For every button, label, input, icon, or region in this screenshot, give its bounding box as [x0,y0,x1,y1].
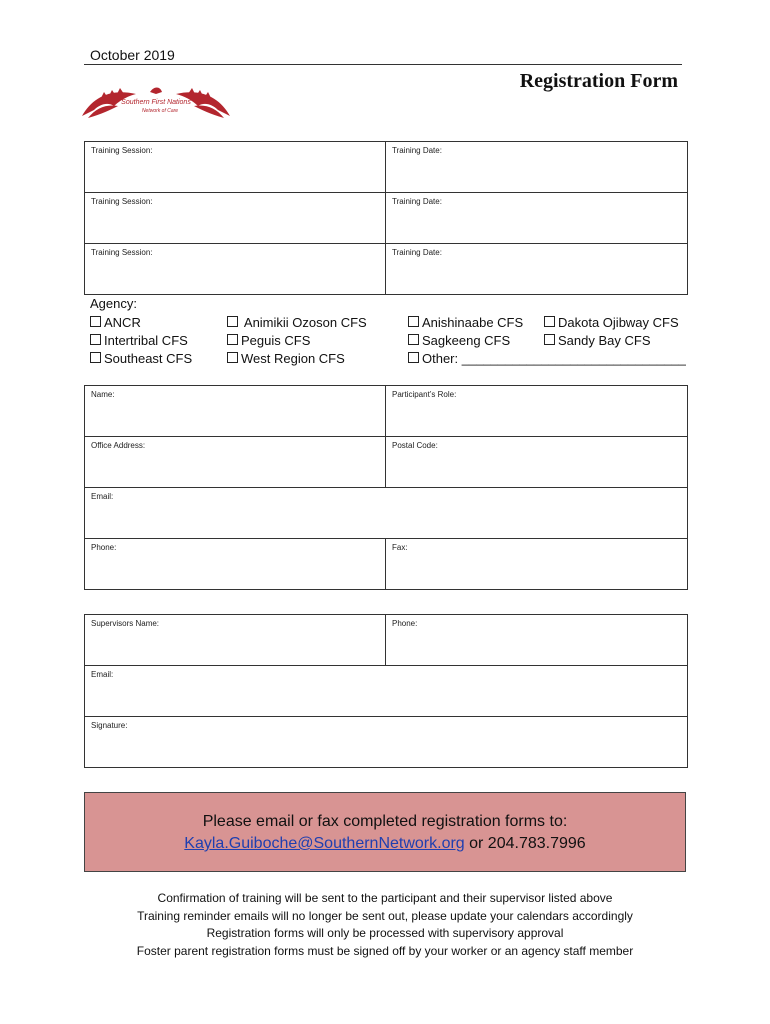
postal-code-field[interactable] [386,437,688,488]
agency-option-label: West Region CFS [241,351,345,366]
note-line: Registration forms will only be processed with supervisory approval [206,926,564,940]
agency-option-label: Dakota Ojibway CFS [558,315,679,330]
agency-option-label: Southeast CFS [104,351,193,366]
eagle-logo-icon [80,78,232,122]
agency-option-label: Sagkeeng CFS [422,333,511,348]
agency-option-label: Sandy Bay CFS [558,333,651,348]
agency-option-sandy-bay[interactable] [544,333,651,348]
checkbox-icon [90,334,101,345]
training-session-field-2[interactable] [85,193,386,244]
checkbox-icon [227,352,238,363]
agency-option-anishinaabe[interactable] [408,315,523,330]
training-date-field-2[interactable] [386,193,688,244]
agency-option-animikii[interactable] [227,315,367,330]
office-address-label: Office Address: [91,441,146,450]
banner-contact [85,835,685,853]
note-line: Foster parent registration forms must be signed off by your worker or an agency staff member [136,943,634,958]
participant-role-label: Participant’s Role: [392,390,457,399]
supervisor-phone-field[interactable] [386,615,688,666]
training-date-label: Training Date: [392,248,442,257]
participant-table [84,385,688,590]
phone-label: Phone: [91,543,117,552]
checkbox-icon [90,352,101,363]
training-session-label: Training Session: [91,197,153,206]
submission-banner [84,792,686,872]
logo-name: Southern First Nations [121,99,191,106]
banner-instructions: Please email or fax completed registration forms to: [202,813,568,830]
supervisor-phone-label: Phone: [392,619,418,628]
agency-option-label: Anishinaabe CFS [422,315,524,330]
signature-label: Signature: [91,721,128,730]
header-divider [84,64,682,65]
name-label: Name: [91,390,115,399]
signature-field[interactable] [85,717,688,768]
supervisor-email-field[interactable] [85,666,688,717]
agency-heading: Agency: [90,296,137,311]
checkbox-icon [408,316,419,327]
training-session-field-3[interactable] [85,244,386,295]
agency-option-west-region[interactable] [227,351,345,366]
participant-phone-field[interactable] [85,539,386,590]
fax-number: or 204.783.7996 [464,835,586,852]
contact-email-link[interactable]: Kayla.Guiboche@SouthernNetwork.org [184,835,465,852]
participant-email-field[interactable] [85,488,688,539]
agency-option-label: Intertribal CFS [104,333,188,348]
checkbox-icon [90,316,101,327]
office-address-field[interactable] [85,437,386,488]
training-date-label: Training Date: [392,146,442,155]
training-date-label: Training Date: [392,197,442,206]
agency-option-label: Other: _______________________________ [422,351,686,366]
form-date: October 2019 [90,47,175,63]
checkbox-icon [544,316,555,327]
agency-option-sagkeeng[interactable] [408,333,510,348]
checkbox-icon [227,334,238,345]
agency-option-other[interactable] [408,351,686,366]
training-session-label: Training Session: [91,146,153,155]
form-title: Registration Form [519,70,678,92]
email-label: Email: [91,492,114,501]
training-table [84,141,688,295]
agency-option-intertribal[interactable] [90,333,188,348]
training-session-field-1[interactable] [85,142,386,193]
agency-option-peguis[interactable] [227,333,310,348]
agency-option-label: Peguis CFS [241,333,311,348]
agency-option-southeast[interactable] [90,351,192,366]
agency-option-ancr[interactable] [90,315,141,330]
postal-code-label: Postal Code: [392,441,438,450]
name-field[interactable] [85,386,386,437]
supervisor-email-label: Email: [91,670,114,679]
checkbox-icon [408,334,419,345]
checkbox-icon [544,334,555,345]
training-date-field-3[interactable] [386,244,688,295]
fax-field[interactable] [386,539,688,590]
training-date-field-1[interactable] [386,142,688,193]
note-line: Confirmation of training will be sent to the participant and their supervisor listed above [157,891,613,905]
agency-option-label: Animikii Ozoson CFS [241,315,367,330]
supervisor-table [84,614,688,768]
supervisor-name-label: Supervisors Name: [91,619,160,628]
training-session-label: Training Session: [91,248,153,257]
checkbox-icon [227,316,238,327]
logo-tagline: Network of Care [141,108,179,114]
fax-label: Fax: [392,543,408,552]
supervisor-name-field[interactable] [85,615,386,666]
agency-option-dakota-ojibway[interactable] [544,315,679,330]
note-line: Training reminder emails will no longer be sent out, please update your calendars accordingly [137,908,633,923]
footer-notes [84,890,686,960]
agency-option-label: ANCR [104,315,141,330]
checkbox-icon [408,352,419,363]
participant-role-field[interactable] [386,386,688,437]
